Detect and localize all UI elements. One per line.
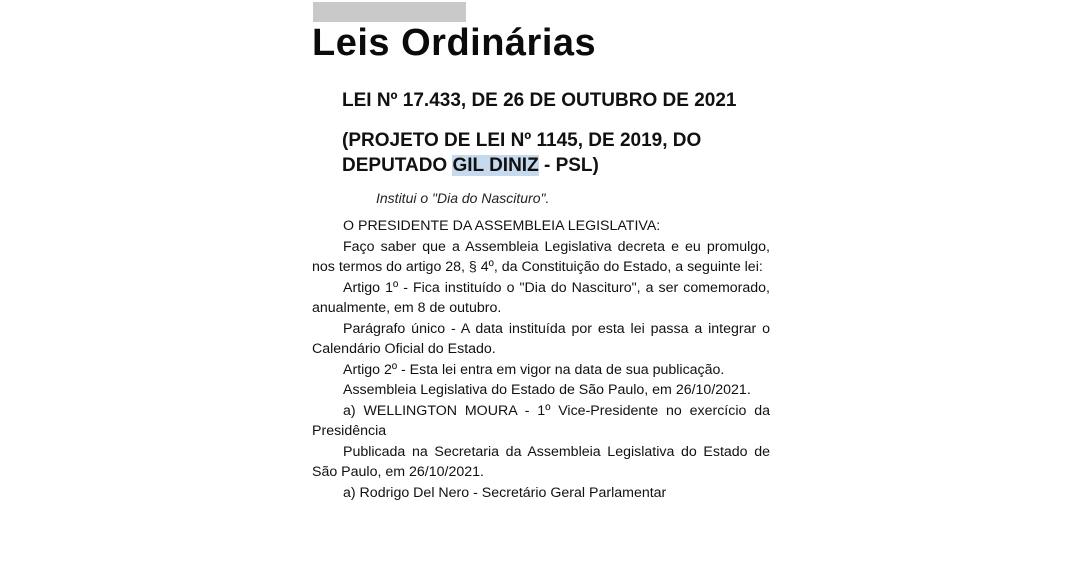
project-line-1: (PROJETO DE LEI Nº 1145, DE 2019, DO bbox=[342, 130, 702, 151]
paragraph-article-2: Artigo 2º - Esta lei entra em vigor na data de sua publicação. bbox=[343, 361, 725, 378]
project-line-2-suffix: - PSL) bbox=[538, 155, 599, 176]
project-line-2 bbox=[342, 155, 599, 177]
paragraph-preamble: O PRESIDENTE DA ASSEMBLEIA LEGISLATIVA: bbox=[343, 218, 661, 234]
ementa: Institui o "Dia do Nascituro". bbox=[376, 190, 550, 206]
paragraph-sole-paragraph: Parágrafo único - A data instituída por esta lei passa a integrar o Calendário Oficial do Estado. bbox=[312, 320, 770, 357]
paragraph-assembly-date: Assembleia Legislativa do Estado de São Paulo, em 26/10/2021. bbox=[343, 382, 751, 398]
law-body bbox=[312, 216, 770, 503]
section-title: Leis Ordinárias bbox=[312, 22, 597, 64]
paragraph-publication: Publicada na Secretaria da Assembleia Legislativa do Estado de São Paulo, em 26/10/2021. bbox=[312, 443, 770, 480]
paragraph-promulgation: Faço saber que a Assembleia Legislativa decreta e eu promulgo, nos termos do artigo 28, § 4º, da Constituição do Estado, a seguinte lei: bbox=[312, 238, 770, 275]
paragraph-article-1: Artigo 1º - Fica instituído o "Dia do Nascituro", a ser comemorado, anualmente, em 8 de outubro. bbox=[312, 279, 770, 316]
paragraph-signature-secretary: a) Rodrigo Del Nero - Secretário Geral Parlamentar bbox=[343, 484, 667, 501]
project-line-2-prefix: DEPUTADO bbox=[342, 155, 453, 176]
header-bar bbox=[313, 2, 466, 22]
law-number: LEI Nº 17.433, DE 26 DE OUTUBRO DE 2021 bbox=[342, 90, 737, 111]
paragraph-signature-president: a) WELLINGTON MOURA - 1º Vice-Presidente no exercício da Presidência bbox=[312, 402, 770, 439]
deputy-name-highlight: GIL DINIZ bbox=[452, 155, 539, 176]
